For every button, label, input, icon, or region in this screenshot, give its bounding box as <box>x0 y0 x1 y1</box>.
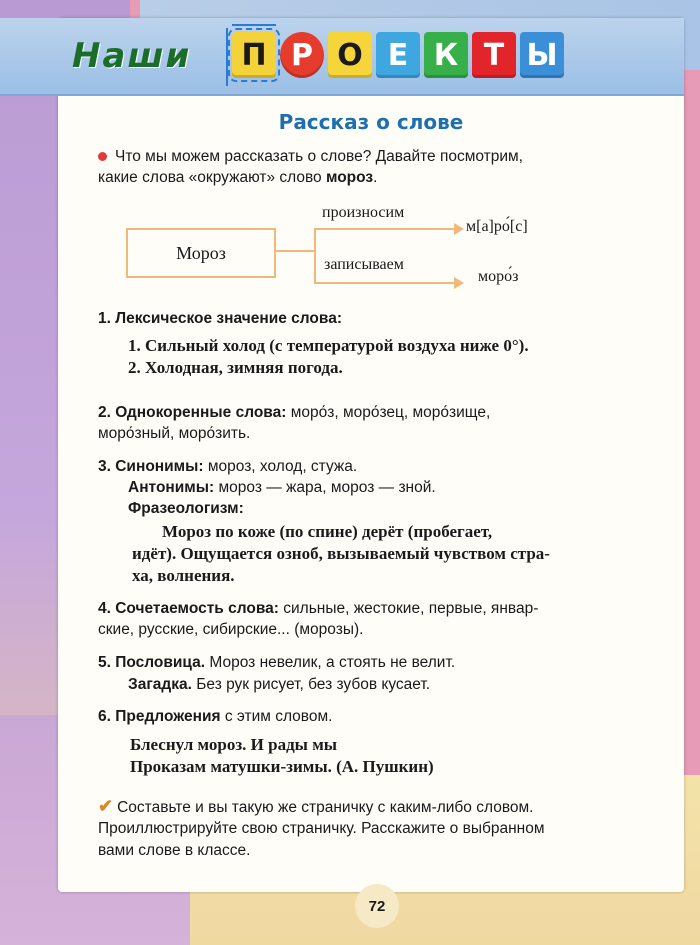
phraseologism-line-2: идёт). Ощущается озноб, вызываемый чувством стра- <box>132 544 550 563</box>
diagram-arrow-upper <box>314 228 454 230</box>
task-line-2: Проиллюстрируйте свою страничку. Расскажите о выбранном <box>98 820 545 837</box>
textbook-page <box>58 18 684 915</box>
diagram-connector <box>314 228 316 284</box>
diagram-connector <box>274 250 314 252</box>
arrowhead-icon <box>454 223 464 235</box>
section-6-title: 6. Предложения с этим словом. <box>98 708 333 725</box>
antonyms-line: Антонимы: мороз — жара, мороз — зной. <box>128 479 436 496</box>
page-heading: Рассказ о слове <box>278 110 464 134</box>
task-line-3: вами слове в классе. <box>98 842 251 859</box>
task-line-1: ✔ Составьте и вы такую же страничку с каким-либо словом. <box>98 796 534 816</box>
letter-tile-apple: Р <box>280 32 324 78</box>
section-1-title: 1. Лексическое значение слова: <box>98 310 342 327</box>
vertical-arrow-icon <box>226 28 228 86</box>
letter-tile: Т <box>472 32 516 78</box>
phraseologism-line-3: ха, волнения. <box>132 566 235 585</box>
letter-tile: П <box>232 32 276 78</box>
letter-tile: Е <box>376 32 420 78</box>
intro-line-1: Что мы можем рассказать о слове? Давайте посмотрим, <box>98 146 523 167</box>
poem-line-2: Проказам матушки-зимы. (А. Пушкин) <box>130 757 434 776</box>
section-4-line-1: 4. Сочетаемость слова: сильные, жестокие, первые, январ- <box>98 600 539 617</box>
write-value: моро́з <box>478 268 519 285</box>
write-label: записываем <box>324 256 404 273</box>
header-banner <box>0 18 684 96</box>
letter-tile: О <box>328 32 372 78</box>
synonyms-line: 3. Синонимы: мороз, холод, стужа. <box>98 458 358 475</box>
word-box: Мороз <box>126 228 276 278</box>
pronounce-value: м[а]ро́[с] <box>466 218 528 235</box>
section-1-item-1: 1. Сильный холод (с температурой воздуха ниже 0°). <box>128 336 529 355</box>
letter-tile: Ы <box>520 32 564 78</box>
intro-line-2: какие слова «окружают» слово мороз. <box>98 169 378 186</box>
arrowhead-icon <box>454 277 464 289</box>
pronounce-label: произносим <box>322 204 405 221</box>
checkmark-icon: ✔ <box>98 796 114 816</box>
poem-line-1: Блеснул мороз. И рады мы <box>130 735 338 754</box>
phraseologism-line-1: Мороз по коже (по спине) дерёт (пробегает, <box>162 522 493 541</box>
diagram-arrow-lower <box>314 282 454 284</box>
letter-tile: К <box>424 32 468 78</box>
proverb-line: 5. Пословица. Мороз невелик, а стоять не велит. <box>98 654 456 671</box>
header-title: Наши <box>72 36 192 76</box>
riddle-line: Загадка. Без рук рисует, без зубов кусает. <box>128 676 431 693</box>
section-2-line-2: моро́зный, моро́зить. <box>98 425 251 442</box>
bullet-icon <box>98 152 107 161</box>
page-number: 72 <box>355 884 399 928</box>
section-1-item-2: 2. Холодная, зимняя погода. <box>128 358 343 377</box>
section-4-line-2: ские, русские, сибирские... (морозы). <box>98 621 364 638</box>
horizontal-arrow-icon <box>232 24 276 26</box>
header-letter-tiles <box>232 32 564 78</box>
phraseologism-title: Фразеологизм: <box>128 500 244 517</box>
section-2-line-1: 2. Однокоренные слова: моро́з, моро́зец, моро́зище, <box>98 404 491 421</box>
